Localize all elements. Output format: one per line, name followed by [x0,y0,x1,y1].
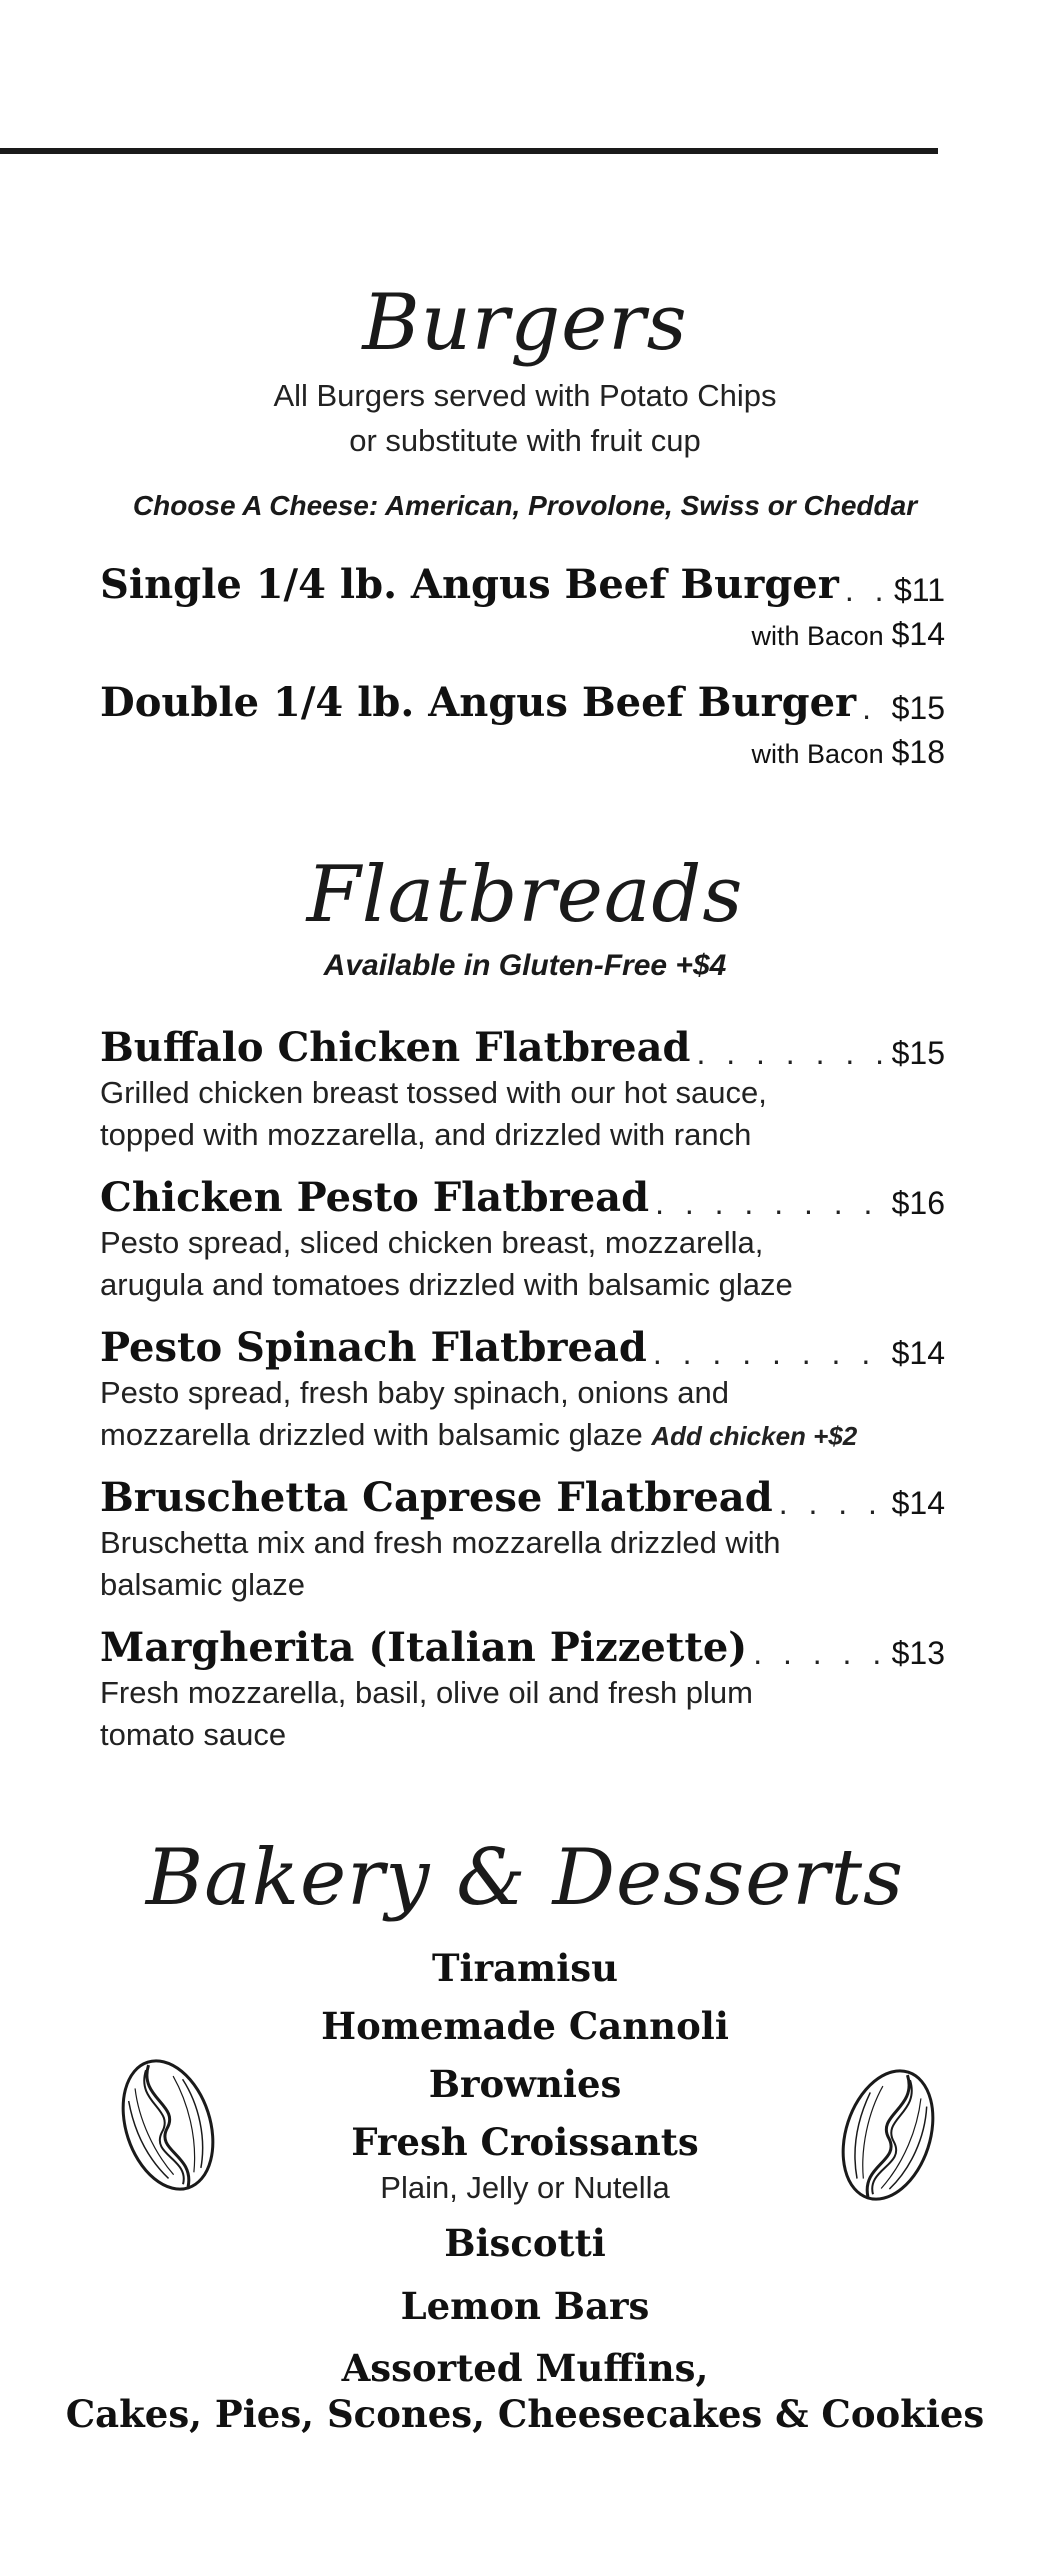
menu-item-bruschetta-caprese [100,1473,945,1523]
description-line: arugula and tomatoes drizzled with balsamic glaze [100,1267,793,1302]
dessert-item-assorted: Cakes, Pies, Scones, Cheesecakes & Cookies [65,2392,985,2436]
item-name: Bruschetta Caprese Flatbread [100,1474,773,1521]
description-line: Pesto spread, fresh baby spinach, onions and [100,1375,730,1410]
item-price: $14 [891,1335,945,1371]
menu-item-buffalo-chicken [100,1023,945,1073]
menu-item-double-burger [100,678,945,728]
item-price: $16 [891,1185,945,1221]
item-name: Single 1/4 lb. Angus Beef Burger [100,561,839,608]
bacon-price: $14 [891,616,945,652]
dot-leader [773,1483,892,1523]
top-divider [0,148,938,154]
item-price: $14 [891,1485,945,1521]
dot-leader [649,1183,892,1223]
menu-item-single-burger [100,560,945,610]
dot-leader [856,688,891,728]
desserts-title: Bakery & Desserts [145,1833,905,1923]
item-name: Margherita (Italian Pizzette) [100,1624,748,1671]
menu-item-pesto-spinach [100,1323,945,1373]
description-line: Grilled chicken breast tossed with our hot sauce, [100,1075,767,1110]
coffee-bean-icon [828,2060,948,2210]
item-description [100,1522,880,1606]
dessert-item: Fresh Croissants [351,2120,699,2164]
item-price: $15 [891,690,945,726]
menu-item-margherita [100,1623,945,1673]
gluten-free-note: Available in Gluten-Free +$4 [323,949,727,982]
item-name: Pesto Spinach Flatbread [100,1324,647,1371]
dot-leader [747,1633,891,1673]
item-description [100,1072,880,1156]
coffee-bean-icon [108,2050,228,2200]
description-line: topped with mozzarella, and drizzled with ranch [100,1117,752,1152]
burgers-title: Burgers [362,278,688,368]
bacon-upgrade [752,616,945,653]
flatbreads-title: Flatbreads [306,850,744,940]
dessert-item: Biscotti [444,2221,606,2265]
item-name: Chicken Pesto Flatbread [100,1174,650,1221]
item-price: $15 [891,1035,945,1071]
description-line: Fresh mozzarella, basil, olive oil and fresh plum [100,1675,753,1710]
bacon-upgrade [752,734,945,771]
cheese-note: Choose A Cheese: American, Provolone, Swiss or Cheddar [132,490,918,521]
bacon-label: with Bacon [751,739,884,769]
description-line: tomato sauce [100,1717,287,1752]
add-chicken-note: Add chicken +$2 [651,1421,858,1451]
description-line: Bruschetta mix and fresh mozzarella drizzled with [100,1525,781,1560]
description-text: mozzarella drizzled with balsamic glaze [100,1417,643,1452]
dessert-item: Homemade Cannoli [321,2004,729,2048]
description-line: balsamic glaze [100,1567,306,1602]
item-name: Buffalo Chicken Flatbread [100,1024,691,1071]
croissant-options: Plain, Jelly or Nutella [380,2170,670,2205]
item-price: $13 [891,1635,945,1671]
burgers-served-line1: All Burgers served with Potato Chips [273,378,777,413]
bacon-label: with Bacon [751,621,884,651]
item-description [100,1222,880,1306]
dessert-item: Brownies [428,2062,622,2106]
dessert-item: Tiramisu [432,1946,618,1990]
description-line [100,1414,960,1457]
dot-leader [839,570,894,610]
item-description [100,1672,880,1756]
description-line: Pesto spread, sliced chicken breast, mozzarella, [100,1225,764,1260]
dessert-item: Assorted Muffins, [341,2346,709,2390]
dessert-item: Lemon Bars [400,2284,650,2328]
bacon-price: $18 [891,734,945,770]
item-name: Double 1/4 lb. Angus Beef Burger [100,679,857,726]
dot-leader [690,1033,891,1073]
item-description [100,1372,960,1457]
item-price: $11 [893,572,945,608]
burgers-served-line2: or substitute with fruit cup [349,423,701,458]
dot-leader [647,1333,892,1373]
menu-item-chicken-pesto [100,1173,945,1223]
